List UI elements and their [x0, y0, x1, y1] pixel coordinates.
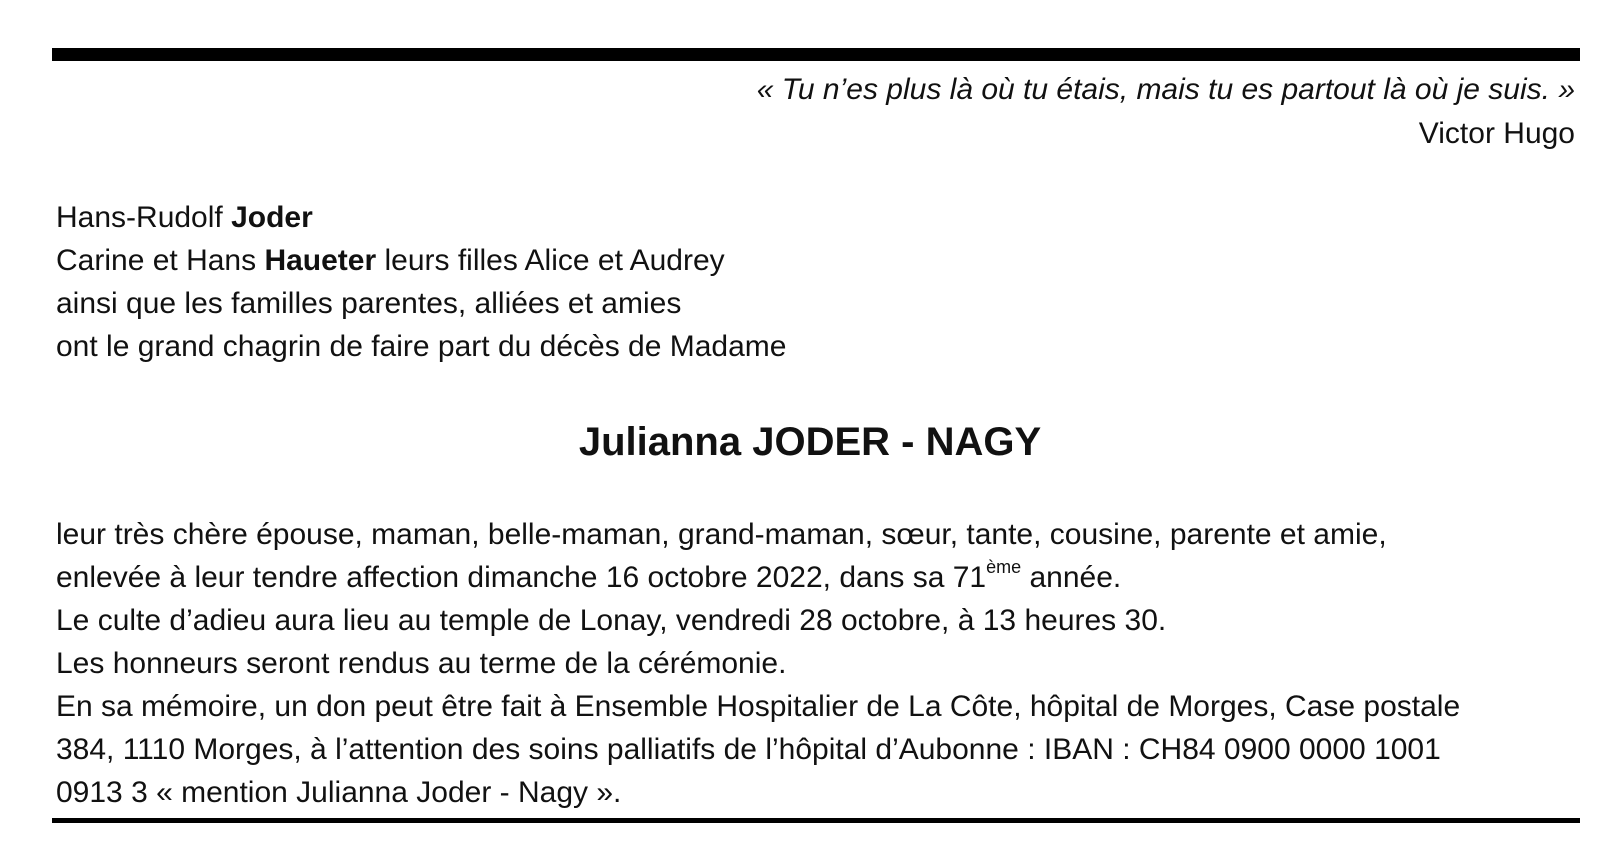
family-line-1-surname: Joder — [231, 201, 313, 234]
body-line-2-after: année. — [1021, 561, 1122, 594]
family-line-2-first: Carine et Hans — [56, 244, 265, 277]
family-line-2-rest: leurs filles Alice et Audrey — [376, 244, 725, 277]
top-border-rule — [52, 48, 1580, 61]
family-line-1-first: Hans-Rudolf — [56, 201, 232, 234]
epigraph — [757, 68, 1575, 156]
body-line-4: Les honneurs seront rendus au terme de la cérémonie. — [56, 647, 787, 680]
body-line-5: En sa mémoire, un don peut être fait à Ensemble Hospitalier de La Côte, hôpital de Morges, Case postale — [56, 690, 1461, 723]
family-line-3: ainsi que les familles parentes, alliées et amies — [56, 287, 682, 320]
deceased-name: Julianna JODER - NAGY — [578, 420, 1042, 464]
body-line-3: Le culte d’adieu aura lieu au temple de Lonay, vendredi 28 octobre, à 13 heures 30. — [56, 604, 1167, 637]
body-line-6: 384, 1110 Morges, à l’attention des soins palliatifs de l’hôpital d’Aubonne : IBAN : CH84 0900 0000 1001 — [56, 733, 1441, 766]
bottom-border-rule — [52, 818, 1580, 823]
family-announcement — [56, 196, 786, 368]
epigraph-quote: « Tu n’es plus là où tu étais, mais tu es partout là où je suis. » — [756, 73, 1575, 106]
family-line-4: ont le grand chagrin de faire part du décès de Madame — [56, 330, 787, 363]
ordinal-superscript: ème — [986, 557, 1022, 577]
family-line-2 — [56, 239, 786, 282]
epigraph-author: Victor Hugo — [1418, 117, 1575, 150]
family-line-1 — [56, 196, 786, 239]
body-line-1: leur très chère épouse, maman, belle-maman, grand-maman, sœur, tante, cousine, parente et amie, — [56, 518, 1387, 551]
body-line-2 — [56, 556, 1586, 599]
body-line-2-before: enlevée à leur tendre affection dimanche 16 octobre 2022, dans sa 71 — [56, 561, 987, 594]
body-line-7: 0913 3 « mention Julianna Joder - Nagy ». — [56, 776, 622, 809]
announcement-body — [56, 513, 1586, 814]
family-line-2-surname: Haueter — [264, 244, 377, 277]
